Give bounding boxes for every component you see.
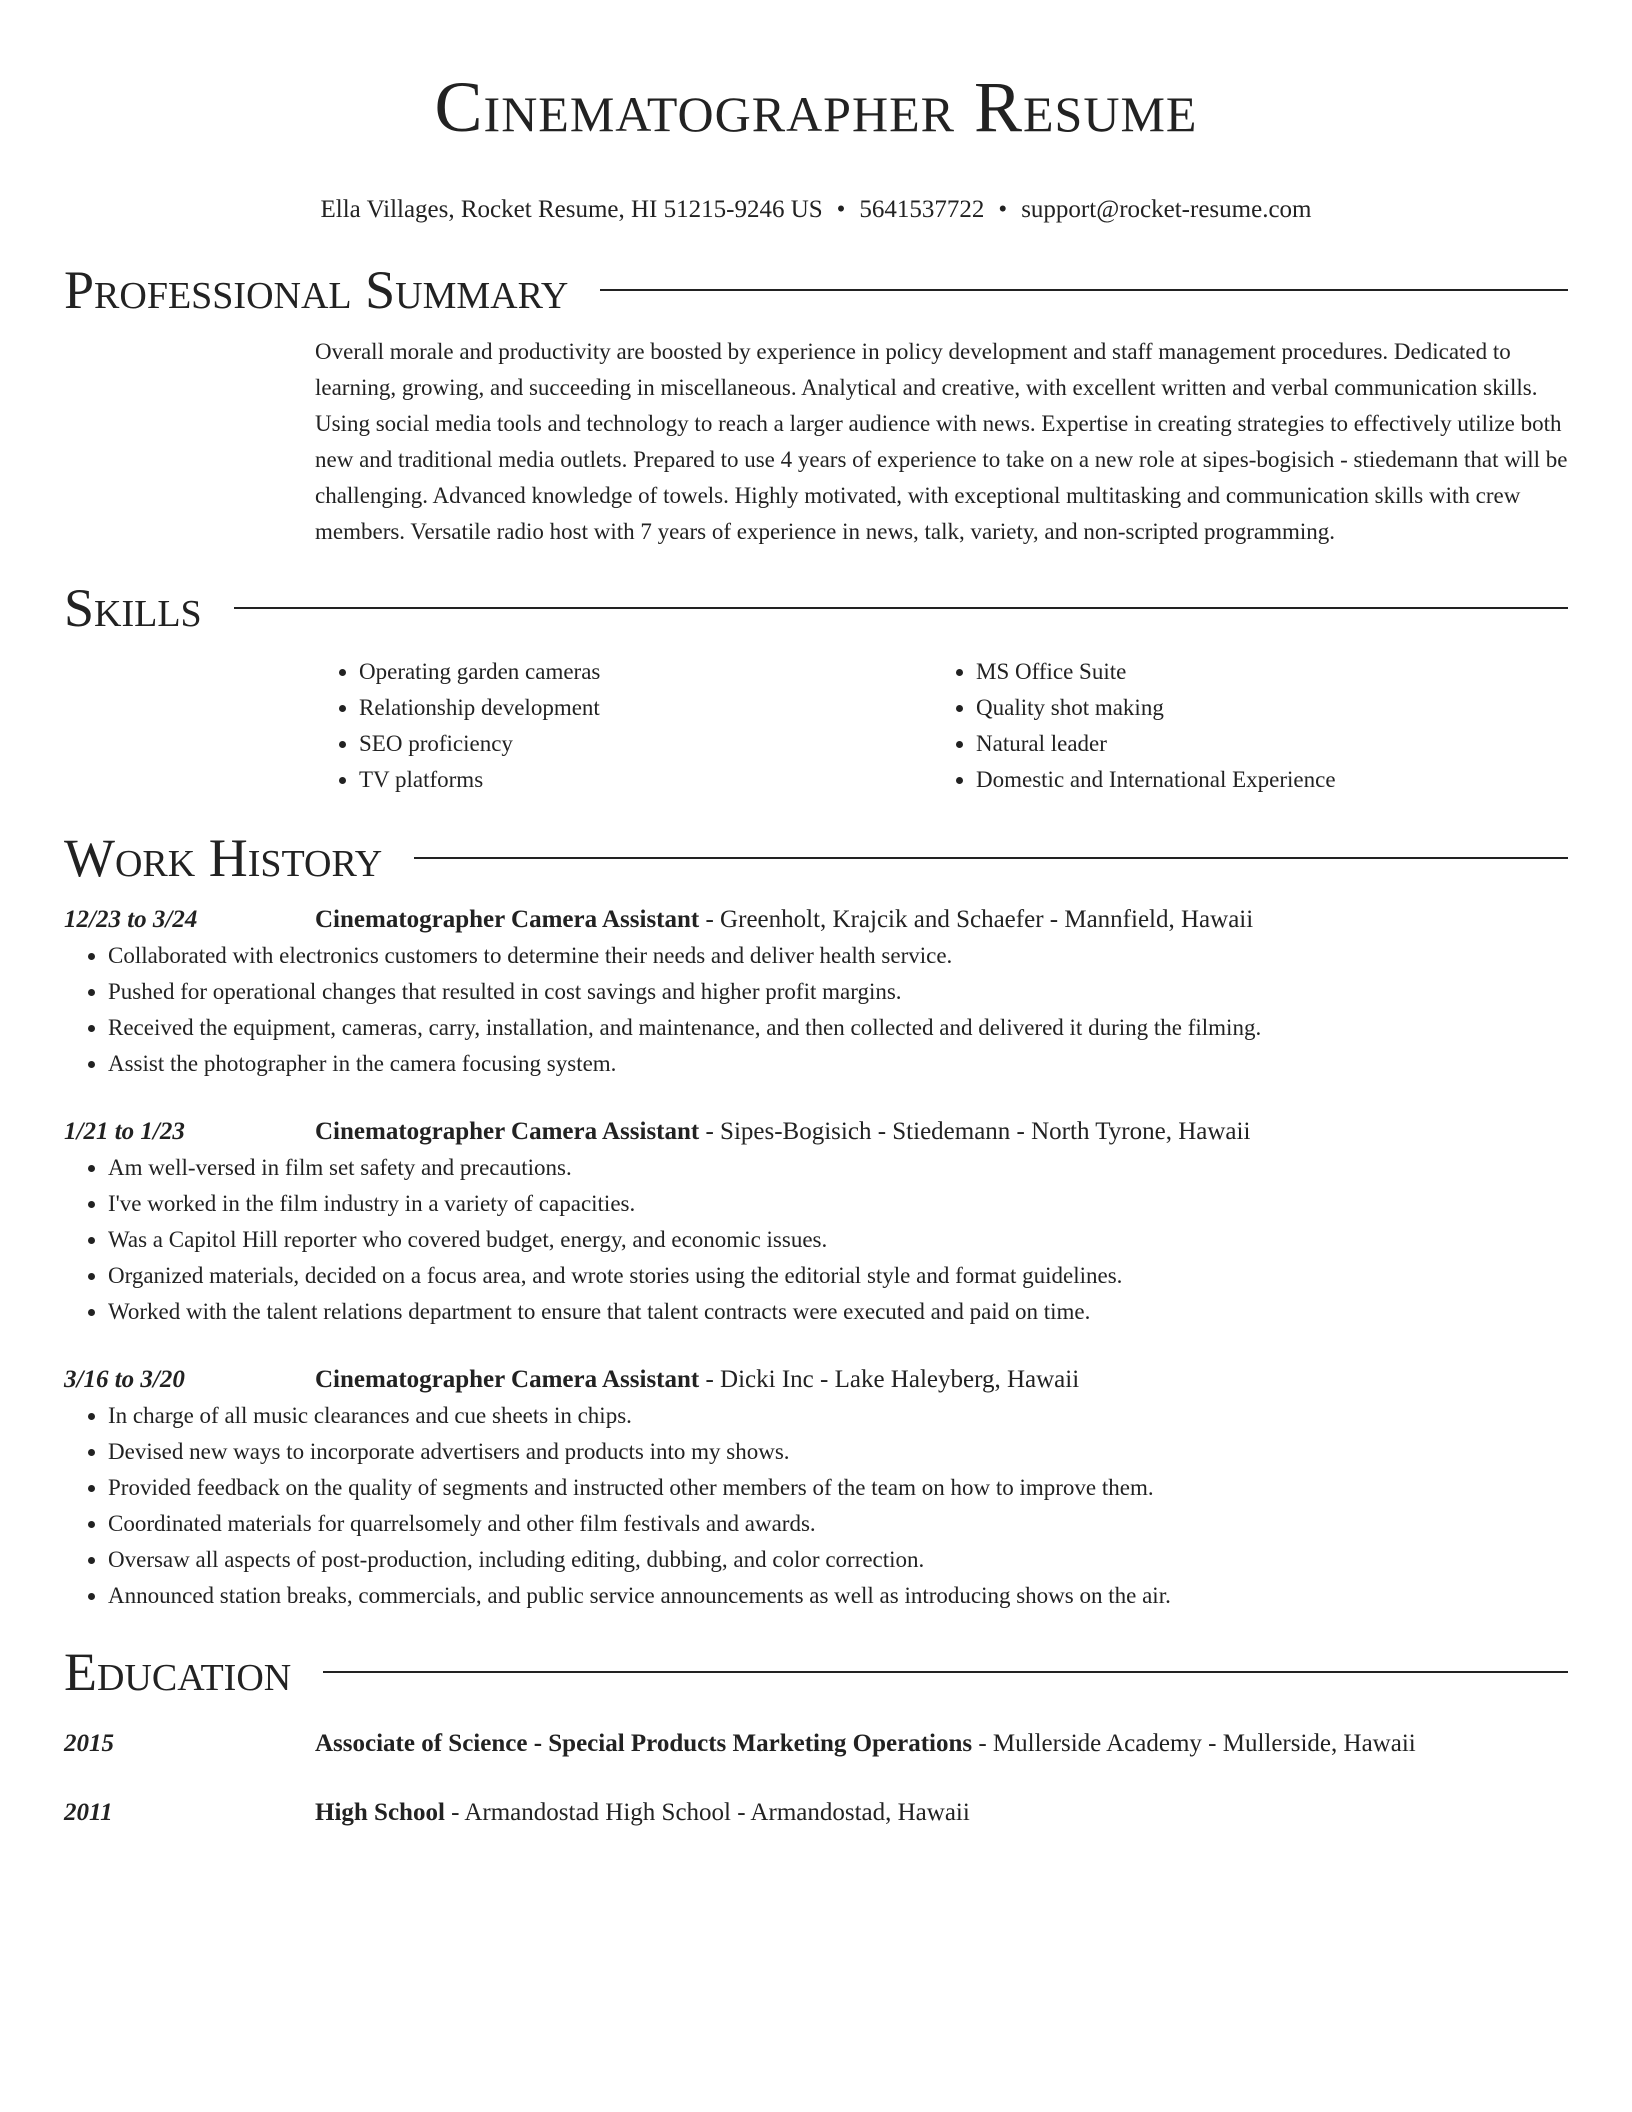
job-heading bbox=[315, 1362, 1079, 1398]
job-header bbox=[64, 902, 1568, 938]
contact-separator: • bbox=[998, 196, 1008, 223]
skill-item: • Relationship development bbox=[359, 690, 932, 726]
contact-address: Ella Villages, Rocket Resume, HI 51215-9246 US bbox=[320, 196, 823, 223]
job-entry bbox=[64, 1114, 1568, 1330]
job-bullet: • Assist the photographer in the camera focusing system. bbox=[108, 1046, 1568, 1082]
skill-item: • Operating garden cameras bbox=[359, 654, 932, 690]
education-section-header bbox=[64, 1642, 1568, 1702]
skill-item: • MS Office Suite bbox=[976, 654, 1336, 690]
education-degree: High School bbox=[315, 1799, 445, 1826]
skills-column-right bbox=[932, 654, 1336, 798]
contact-line bbox=[64, 194, 1568, 226]
contact-email: support@rocket-resume.com bbox=[1021, 196, 1312, 223]
summary-heading: Professional Summary bbox=[64, 260, 569, 320]
section-divider bbox=[323, 1671, 1568, 1673]
skill-item: • Quality shot making bbox=[976, 690, 1336, 726]
job-bullet: • I've worked in the film industry in a variety of capacities. bbox=[108, 1186, 1568, 1222]
education-heading-line bbox=[315, 1726, 1416, 1762]
job-bullet: • Announced station breaks, commercials, and public service announcements as well as introducing shows on the air. bbox=[108, 1578, 1568, 1614]
education-entry bbox=[64, 1795, 1568, 1831]
job-bullet: • Am well-versed in film set safety and precautions. bbox=[108, 1150, 1568, 1186]
work-heading: Work History bbox=[64, 828, 383, 888]
section-divider bbox=[600, 289, 1568, 291]
work-section-header bbox=[64, 828, 1568, 888]
job-details: - Greenholt, Krajcik and Schaefer - Mannfield, Hawaii bbox=[699, 906, 1254, 933]
education-year: 2015 bbox=[64, 1730, 114, 1757]
job-entry bbox=[64, 902, 1568, 1082]
job-bullet: • Devised new ways to incorporate advertisers and products into my shows. bbox=[108, 1434, 1568, 1470]
section-divider bbox=[414, 857, 1568, 859]
skills-heading: Skills bbox=[64, 578, 202, 638]
job-header bbox=[64, 1114, 1568, 1150]
job-bullets bbox=[64, 1150, 1568, 1330]
education-heading-line bbox=[315, 1795, 970, 1831]
job-bullet: • Organized materials, decided on a focus area, and wrote stories using the editorial style and format guidelines. bbox=[108, 1258, 1568, 1294]
job-dates: 12/23 to 3/24 bbox=[64, 906, 198, 933]
job-entry bbox=[64, 1362, 1568, 1614]
job-details: - Sipes-Bogisich - Stiedemann - North Tyrone, Hawaii bbox=[699, 1118, 1251, 1145]
skill-item: • Natural leader bbox=[976, 726, 1336, 762]
education-details: - Armandostad High School - Armandostad, Hawaii bbox=[444, 1799, 970, 1826]
skills-column-left bbox=[315, 654, 932, 798]
skill-item: • TV platforms bbox=[359, 762, 932, 798]
job-bullet: • Oversaw all aspects of post-production, including editing, dubbing, and color correction. bbox=[108, 1542, 1568, 1578]
job-heading bbox=[315, 1114, 1250, 1150]
summary-body bbox=[315, 334, 1568, 550]
job-title: Cinematographer Camera Assistant bbox=[315, 906, 700, 933]
education-details: - Mullerside Academy - Mullerside, Hawaii bbox=[972, 1730, 1416, 1757]
contact-phone: 5641537722 bbox=[859, 196, 985, 223]
job-bullets bbox=[64, 938, 1568, 1082]
resume-title: Cinematographer Resume bbox=[434, 67, 1198, 147]
job-bullet: • Provided feedback on the quality of segments and instructed other members of the team on how to improve them. bbox=[108, 1470, 1568, 1506]
skills-list bbox=[315, 654, 1568, 798]
job-details: - Dicki Inc - Lake Haleyberg, Hawaii bbox=[699, 1366, 1080, 1393]
education-heading: Education bbox=[64, 1642, 292, 1702]
job-title: Cinematographer Camera Assistant bbox=[315, 1118, 700, 1145]
job-bullet: • Collaborated with electronics customers to determine their needs and deliver health service. bbox=[108, 938, 1568, 974]
job-header bbox=[64, 1362, 1568, 1398]
education-degree: Associate of Science - Special Products Marketing Operations bbox=[315, 1730, 973, 1757]
job-bullet: • Worked with the talent relations department to ensure that talent contracts were executed and paid on time. bbox=[108, 1294, 1568, 1330]
job-bullet: • Pushed for operational changes that resulted in cost savings and higher profit margins. bbox=[108, 974, 1568, 1010]
summary-text: Overall morale and productivity are boosted by experience in policy development and staff management procedures. Dedicated to learning, growing, and succeeding in miscellaneous. Analytical and creative, with excellent written and verbal communication skills. Using social media tools and technology to reach a larger audience with news. Expertise in creating strategies to effectively utilize both new and traditional media outlets. Prepared to use 4 years of experience to take on a new role at sipes-bogisich - stiedemann that will be challenging. Advanced knowledge of towels. Highly motivated, with exceptional multitasking and communication skills with crew members. Versatile radio host with 7 years of experience in news, talk, variety, and non-scripted programming. bbox=[315, 339, 1568, 544]
job-bullet: • Received the equipment, cameras, carry, installation, and maintenance, and then collected and delivered it during the filming. bbox=[108, 1010, 1568, 1046]
job-bullet: • Coordinated materials for quarrelsomely and other film festivals and awards. bbox=[108, 1506, 1568, 1542]
education-entry bbox=[64, 1726, 1568, 1762]
job-dates: 3/16 to 3/20 bbox=[64, 1366, 185, 1393]
job-bullet: • In charge of all music clearances and cue sheets in chips. bbox=[108, 1398, 1568, 1434]
skill-item: • SEO proficiency bbox=[359, 726, 932, 762]
job-dates: 1/21 to 1/23 bbox=[64, 1118, 185, 1145]
summary-section-header bbox=[64, 260, 1568, 320]
job-bullets bbox=[64, 1398, 1568, 1614]
skill-item: • Domestic and International Experience bbox=[976, 762, 1336, 798]
section-divider bbox=[234, 607, 1568, 609]
skills-section-header bbox=[64, 578, 1568, 638]
job-heading bbox=[315, 902, 1253, 938]
job-bullet: • Was a Capitol Hill reporter who covered budget, energy, and economic issues. bbox=[108, 1222, 1568, 1258]
contact-separator: • bbox=[836, 196, 846, 223]
education-year: 2011 bbox=[64, 1799, 113, 1826]
job-title: Cinematographer Camera Assistant bbox=[315, 1366, 700, 1393]
